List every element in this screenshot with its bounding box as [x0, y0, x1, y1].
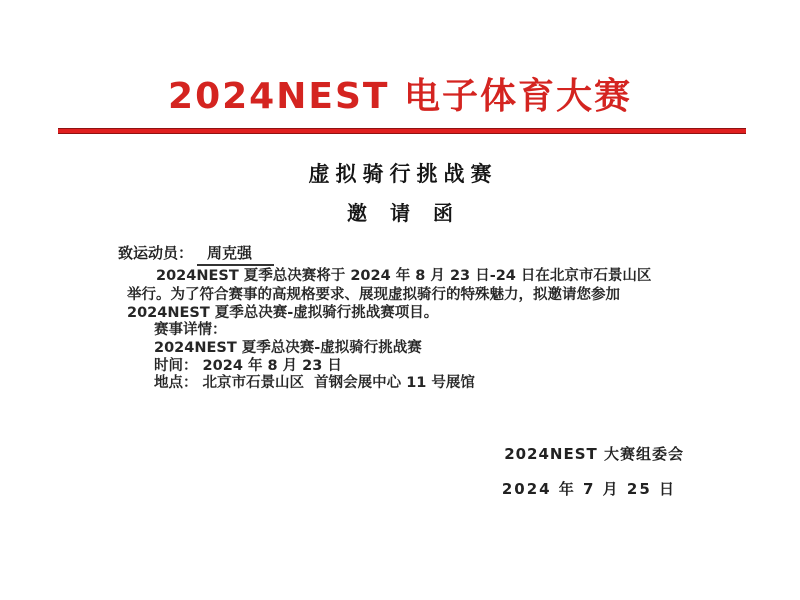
letter-heading: 邀 请 函: [347, 201, 453, 225]
salutation-label: 致运动员：: [118, 244, 194, 262]
athlete-name: 周克强: [197, 242, 274, 266]
red-divider-line: [58, 128, 746, 134]
signature-organization: 2024NEST 大赛组委会: [504, 445, 684, 463]
event-subtitle: 虚拟骑行挑战赛: [308, 162, 498, 186]
body-line: 2024NEST 夏季总决赛-虚拟骑行挑战赛项目。: [127, 305, 439, 321]
details-heading: 赛事详情：: [154, 322, 227, 338]
event-details: [154, 322, 475, 393]
body-paragraph: [127, 267, 692, 323]
body-line: 举行。为了符合赛事的高规格要求、展现虚拟骑行的特殊魅力，拟邀请您参加: [127, 286, 620, 303]
details-location: 地点： 北京市石景山区 首钢会展中心 11 号展馆: [154, 375, 475, 392]
details-event-name: 2024NEST 夏季总决赛-虚拟骑行挑战赛: [154, 339, 422, 356]
body-line: 2024NEST 夏季总决赛将于 2024 年 8 月 23 日-24 日在北京市石景山区: [156, 268, 652, 284]
salutation-line: [118, 242, 274, 266]
signature-date: 2024 年 7 月 25 日: [501, 480, 676, 498]
details-time: 时间： 2024 年 8 月 23 日: [154, 357, 342, 374]
document-title: 2024NEST 电子体育大赛: [168, 76, 632, 117]
